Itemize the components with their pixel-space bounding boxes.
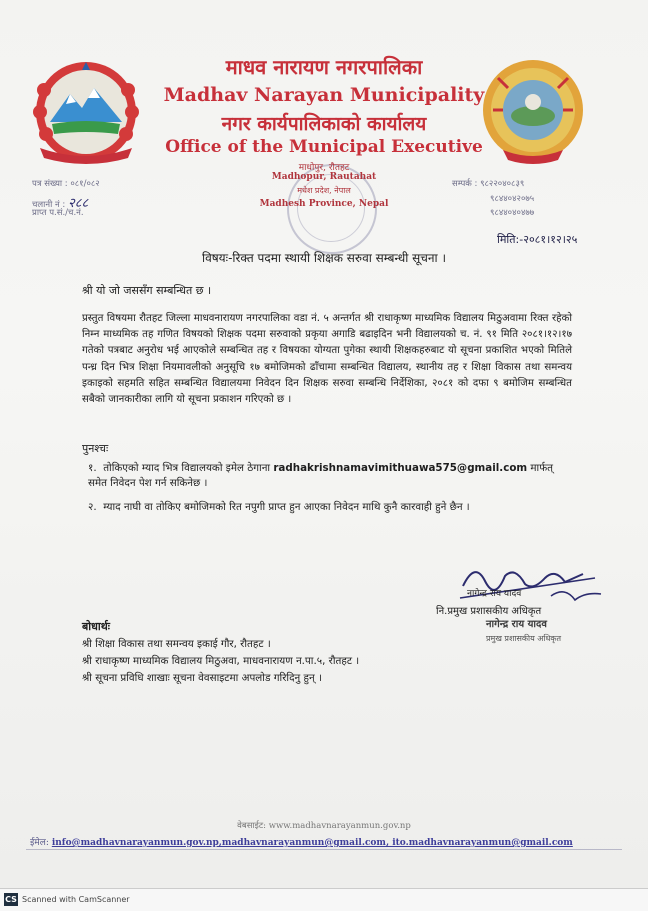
province-english: Madhesh Province, Nepal <box>259 199 389 209</box>
contact-phone-2: ९८४४०४२०७५ <box>490 194 535 204</box>
letter-date: मिति:-२०८१।१२।२५ <box>497 233 578 246</box>
scanner-text: Scanned with CamScanner <box>22 895 130 904</box>
dispatch-value: २८८ <box>67 196 89 211</box>
phone-1: ९८२२०४०८३९ <box>480 179 525 189</box>
dispatch-label: चलानी नं : <box>32 200 66 210</box>
signatory-name: नागेन्द्र राय यादव <box>467 589 522 599</box>
email-links[interactable]: info@madhavnarayanmun.gov.np,madhavnarayanmun@gmail.com, ito.madhavnarayanmun@gmail.com <box>51 838 573 848</box>
item-text-before: तोकिएको म्याद भित्र विद्यालयको इमेल ठेगाना <box>103 462 274 474</box>
cc-line: श्री राधाकृष्ण माध्यमिक विद्यालय मिठुअवा, माधवनारायण न.पा.५, रौतहट । <box>82 655 360 667</box>
contact-phone-1 <box>452 178 524 189</box>
footer-divider <box>26 849 622 850</box>
body-paragraph: प्रस्तुत विषयमा रौतहट जिल्ला माधवनारायण नगरपालिका वडा नं. ५ अन्तर्गत श्री राधाकृष्ण माध्यमिक विद्यालय मिठुअवामा रिक्त रहेको निम्न माध्यमिक तह गणित विषयको शिक्षक पदमा सरुवाको प्रकृया अगाडि बढाइदिन भनी विद्यालयको च. नं. ९१ मिति २०८१।१२।१७ गतेको पत्रबाट अनुरोध भई आएकोले सम्बन्धित तह र विषयका योग्यता पुगेका स्थायी शिक्षकहरुबाट यो सूचना प्रकाशित भएको मितिले पन्ध्र दिन भित्र शिक्षा नियमावलीको अनुसूचि १७ बमोजिमको ढाँचामा सम्बन्धित विद्यालय, स्थानीय तह र शिक्षा विकास तथा समन्वय इकाइको सहमति सहित सम्बन्धित विद्यालयमा निवेदन दिन शिक्षक सरुवा सम्बन्धि निर्देशिका, २०८१ को दफा ९ बमोजिम सम्बन्धित सबैको जानकारीका लागि यो सूचना प्रकाशन गरिएको छ । <box>82 313 572 406</box>
cc-line: श्री सूचना प्रविधि शाखाः सूचना वेवसाइटमा अपलोड गरिदिनु हुन् । <box>82 672 322 684</box>
contact-phone-3: ९८४४०४०४७७ <box>490 208 535 218</box>
salutation: श्री यो जो जससँग सम्बन्धित छ । <box>82 284 212 297</box>
postscript-heading: पुनश्चः <box>82 442 109 455</box>
received-number: प्राप्त प.सं./च.नं. <box>32 208 84 218</box>
item-number: १. <box>88 462 97 474</box>
footer-email: ईमेल: info@madhavnarayanmun.gov.np,madhavnarayanmun@gmail.com, ito.madhavnarayanmun@gmail.com <box>30 838 573 848</box>
postscript-item-2 <box>88 500 568 515</box>
municipality-name-english: Madhav Narayan Municipality <box>163 84 485 106</box>
camscanner-icon: CS <box>5 895 17 904</box>
address-english: Madhopur, Rautahat <box>271 172 377 182</box>
office-name-nepali: नगर कार्यपालिकाको कार्यालय <box>221 113 427 135</box>
school-email: radhakrishnamavimithuawa575@gmail.com <box>273 462 528 474</box>
website-url: www.madhavnarayanmun.gov.np <box>268 821 411 831</box>
office-name-english: Office of the Municipal Executive <box>165 137 483 157</box>
scanner-watermark-bar <box>0 888 648 911</box>
name-stamp: नागेन्द्र राय यादव <box>486 619 547 630</box>
address-nepali: माधोपुर, रौतहट <box>298 163 350 173</box>
postscript-item-1 <box>88 461 568 491</box>
municipality-name-nepali: माधव नारायण नगरपालिका <box>225 55 423 79</box>
item-text: म्याद नाघी वा तोकिए बमोजिमको रित नपुगी प्राप्त हुन आएका निवेदन माथि कुनै कारवाही हुने छैन । <box>103 501 470 513</box>
province-nepali: मधेश प्रदेश, नेपाल <box>297 186 351 195</box>
footer-website: वेबसाईट: www.madhavnarayanmun.gov.np <box>237 821 411 831</box>
letter-number: पत्र संख्या : ०८१/०८२ <box>32 179 100 189</box>
cc-heading: बोधार्थः <box>82 620 110 633</box>
contact-label: सम्पर्क : <box>452 179 478 189</box>
title-stamp: प्रमुख प्रशासकीय अधिकृत <box>486 634 562 643</box>
letter-subject: विषयः-रिक्त पदमा स्थायी शिक्षक सरुवा सम्बन्धी सूचना । <box>201 251 447 265</box>
email-label: ईमेल <box>30 838 46 848</box>
item-number: २. <box>88 501 97 513</box>
website-label: वेबसाईट <box>237 821 264 831</box>
cc-line: श्री शिक्षा विकास तथा समन्वय इकाई गौर, रौतहट । <box>82 638 271 650</box>
signatory-title: नि.प्रमुख प्रशासकीय अधिकृत <box>436 606 542 617</box>
item-text-after: मार्फत् समेत निवेदन पेश गर्न सकिनेछ । <box>88 462 554 489</box>
